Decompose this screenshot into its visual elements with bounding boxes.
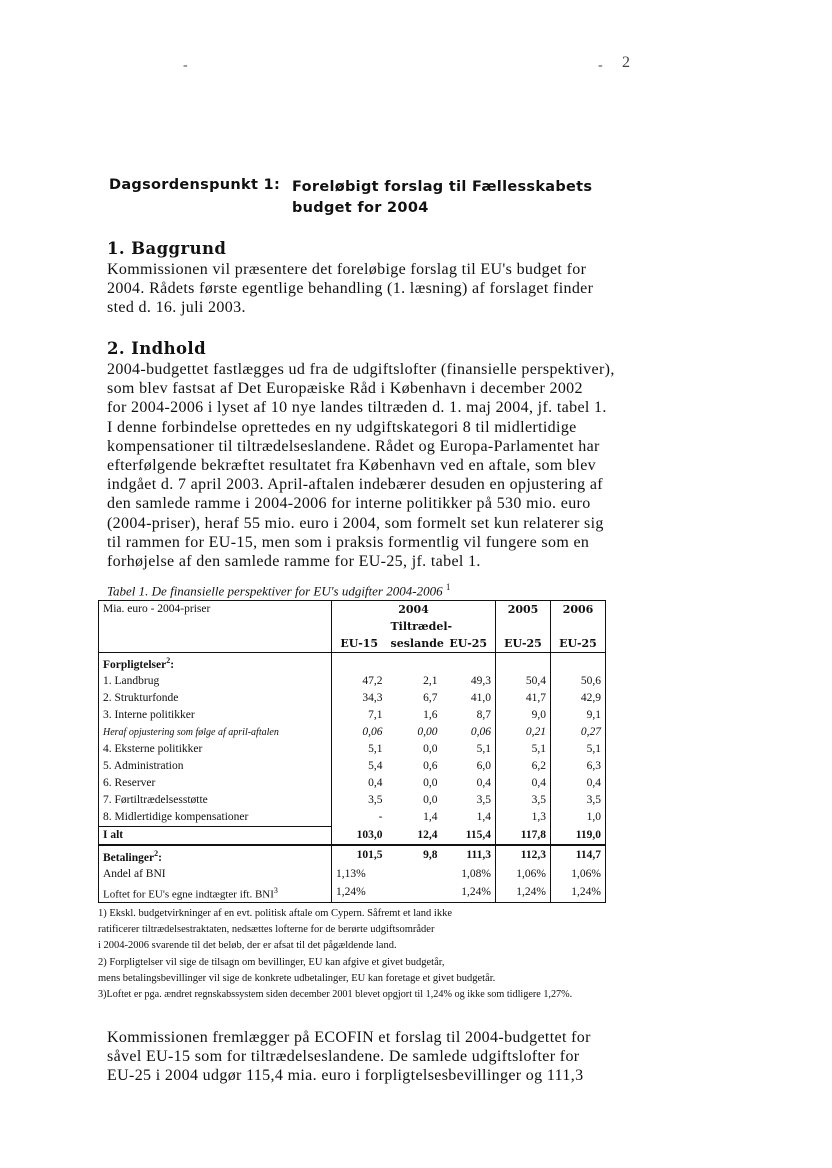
cell-value: 42,9 (551, 690, 606, 707)
text-line: efterfølgende bekræftet resultatet fra København ved en aftale, som blev (107, 457, 597, 475)
payments-suffix: : (158, 851, 162, 864)
ceiling-text: Loftet for EU's egne indtægter ift. BNI (103, 888, 274, 901)
header-eu25-2004: EU-25 (442, 635, 496, 653)
footnote-line: ratificerer tiltrædelsestraktaten, nedsættes lofterne for de berørte udgiftsområder (98, 924, 435, 936)
row-label: 6. Reserver (99, 775, 332, 792)
cell-value: 117,8 (496, 826, 551, 845)
cell-value: 112,3 (496, 845, 551, 866)
payments-label (99, 845, 332, 866)
cell-value: 0,27 (551, 724, 606, 741)
text-line: til rammen for EU-15, men som i praksis formentlig vil fungere som en (107, 533, 590, 551)
cell-value: 6,0 (442, 758, 496, 775)
cell-value: 114,7 (551, 845, 606, 866)
cell-value: 12,4 (417, 828, 438, 841)
cell-value: 0,4 (368, 776, 383, 789)
header-seslande: seslande (387, 635, 442, 653)
text-line: 2004. Rådets første egentlige behandling (1. læsning) af forslaget finder (107, 280, 594, 298)
text-line: I denne forbindelse oprettedes en ny udgiftskategori 8 til midlertidige (107, 418, 577, 436)
commitments-footnote-ref: 2 (166, 656, 171, 665)
row-label (99, 883, 332, 903)
footnote-line: i 2004-2006 svarende til det beløb, der er afsat til det pågældende land. (98, 940, 397, 952)
commitments-suffix: : (170, 658, 175, 671)
table-row (99, 792, 606, 809)
text-line: kompensationer til tiltrædelseslandene. Rådet og Europa-Parlamentet har (107, 437, 600, 455)
cell-value: 103,0 (356, 828, 383, 841)
cell-value: 1,24% (332, 883, 387, 903)
header-eu15: EU-15 (332, 635, 387, 653)
cell-value: 111,3 (442, 845, 496, 866)
cell-value: 1,24% (551, 883, 606, 903)
row-label: Heraf opjustering som følge af april-aftalen (99, 724, 332, 741)
table-payments-row (99, 845, 606, 866)
table-row (99, 690, 606, 707)
cell-value: 1,13% (336, 867, 366, 880)
cell-value: - (378, 811, 383, 824)
cell-value: 5,1 (551, 741, 606, 758)
cell-value: 1,08% (442, 866, 496, 883)
cell-value: 8,7 (442, 707, 496, 724)
cell-value: 1,4 (442, 809, 496, 827)
cell-value: 6,3 (551, 758, 606, 775)
ceiling-footnote-ref: 3 (273, 885, 278, 895)
commitments-text: Forpligtelser (103, 658, 167, 671)
cell-value: 0,06 (442, 724, 496, 741)
table-row (99, 809, 606, 827)
cell-value: 9,1 (551, 707, 606, 724)
cell-value: 0,0 (423, 742, 438, 755)
cell-value: 0,06 (362, 725, 383, 738)
table-caption-footnote-ref: 1 (445, 582, 451, 592)
text-line: (2004-priser), heraf 55 mio. euro i 2004, som formelt set kun relaterer sig (107, 514, 604, 532)
text-line: den samlede ramme i 2004-2006 for interne politikker på 530 mio. euro (107, 495, 591, 513)
cell-value: 2,1 (423, 674, 438, 687)
cell-value: 50,6 (551, 673, 606, 690)
page-mark-dash-left: - (183, 58, 188, 73)
cell-value: 5,1 (368, 742, 383, 755)
table-row (99, 866, 606, 883)
text-line: Kommissionen fremlægger på ECOFIN et forslag til 2004-budgettet for (107, 1029, 591, 1046)
cell-value: 3,5 (496, 792, 551, 809)
cell-value: 119,0 (551, 826, 606, 845)
cell-value: 3,5 (368, 793, 383, 806)
payments-text: Betalinger (103, 851, 155, 864)
cell-value: 3,5 (551, 792, 606, 809)
cell-value: 50,4 (496, 673, 551, 690)
total-label: I alt (99, 826, 332, 845)
section-body-baggrund (107, 260, 627, 318)
table-row (99, 775, 606, 792)
cell-value: 0,21 (496, 724, 551, 741)
cell-value: 5,4 (368, 759, 383, 772)
cell-value: 9,8 (423, 849, 438, 862)
cell-value: 6,7 (423, 691, 438, 704)
table-section-row (99, 653, 606, 673)
table-caption-text: Tabel 1. De finansielle perspektiver for EU's udgifter 2004-2006 (107, 583, 443, 599)
text-line: som blev fastsat af Det Europæiske Råd i København i december 2002 (107, 380, 583, 398)
cell-value: 101,5 (356, 849, 383, 862)
header-year-2006: 2006 (551, 601, 606, 619)
table-header-row (99, 635, 606, 653)
cell-value: 1,06% (496, 866, 551, 883)
cell-value: 0,00 (417, 725, 438, 738)
agenda-title: Foreløbigt forslag til Fællesskabets budget for 2004 (292, 179, 593, 216)
text-line: indgået d. 7 april 2003. April-aftalen indebærer desuden en opjustering af (107, 476, 603, 494)
header-eu25-2005: EU-25 (496, 635, 551, 653)
cell-value: 0,6 (423, 759, 438, 772)
table-row (99, 741, 606, 758)
text-line: EU-25 i 2004 udgør 115,4 mia. euro i forpligtelsesbevillinger og 111,3 (107, 1067, 584, 1085)
row-label: 1. Landbrug (99, 673, 332, 690)
header-year-2005: 2005 (496, 601, 551, 619)
table-row (99, 883, 606, 903)
table-total-row (99, 826, 606, 845)
cell-value: 1,24% (496, 883, 551, 903)
page-mark-dash-right: - (598, 58, 603, 73)
table-caption (107, 582, 450, 599)
unit-label: Mia. euro - 2004-priser (99, 601, 332, 619)
row-label: 3. Interne politikker (99, 707, 332, 724)
table-footnotes (98, 906, 778, 1003)
cell-value: 0,4 (551, 775, 606, 792)
cell-value: 0,0 (423, 776, 438, 789)
row-label: 5. Administration (99, 758, 332, 775)
cell-value: 41,7 (496, 690, 551, 707)
cell-value: 1,6 (423, 708, 438, 721)
cell-value: 1,24% (442, 883, 496, 903)
section-heading-indhold: 2. Indhold (107, 339, 207, 358)
cell-value: 1,0 (551, 809, 606, 827)
financial-perspectives-table (98, 600, 606, 903)
cell-value: 115,4 (442, 826, 496, 845)
header-eu25-2006: EU-25 (551, 635, 606, 653)
cell-value: 3,5 (442, 792, 496, 809)
text-line: sted d. 16. juli 2003. (107, 299, 246, 317)
cell-value: 6,2 (496, 758, 551, 775)
table-header-row (99, 618, 606, 635)
cell-value (387, 883, 442, 903)
footnote-line: 2) Forpligtelser vil sige de tilsagn om bevillinger, EU kan afgive et givet budgetår, (98, 956, 445, 968)
text-line: for 2004-2006 i lyset af 10 nye landes tiltræden d. 1. maj 2004, jf. tabel 1. (107, 399, 607, 417)
cell-value: 34,3 (362, 691, 383, 704)
table-header-row (99, 601, 606, 619)
table-row (99, 707, 606, 724)
cell-value: 0,0 (423, 793, 438, 806)
cell-value: 49,3 (442, 673, 496, 690)
table-row (99, 724, 606, 741)
agenda-label: Dagsordenspunkt 1: (109, 177, 281, 193)
commitments-label (99, 653, 332, 673)
cell-value: 1,4 (423, 811, 438, 824)
row-label: 4. Eksterne politikker (99, 741, 332, 758)
header-year-2004: 2004 (332, 601, 496, 619)
closing-paragraph (107, 1028, 647, 1086)
cell-value: 5,1 (496, 741, 551, 758)
section-body-indhold (107, 360, 627, 571)
footnote-line: mens betalingsbevillinger vil sige de konkrete udbetalinger, EU kan foretage et givet budgetår. (98, 972, 496, 984)
cell-value: 5,1 (442, 741, 496, 758)
cell-value: 9,0 (496, 707, 551, 724)
payments-footnote-ref: 2 (154, 848, 159, 858)
text-line: såvel EU-15 som for tiltrædelseslandene. De samlede udgiftslofter for (107, 1048, 580, 1066)
header-tiltraedel: Tiltrædel- (390, 620, 453, 633)
table-row (99, 673, 606, 690)
table-row (99, 758, 606, 775)
cell-value: 1,3 (496, 809, 551, 827)
cell-value (387, 866, 442, 883)
text-line: Kommissionen vil præsentere det foreløbige forslag til EU's budget for (107, 261, 587, 278)
section-heading-baggrund: 1. Baggrund (107, 239, 227, 258)
row-label: 8. Midlertidige kompensationer (99, 809, 332, 827)
cell-value: 41,0 (442, 690, 496, 707)
cell-value: 0,4 (496, 775, 551, 792)
cell-value: 47,2 (362, 674, 383, 687)
cell-value: 7,1 (368, 708, 383, 721)
cell-value: 1,06% (551, 866, 606, 883)
row-label: 7. Førtiltrædelsesstøtte (99, 792, 332, 809)
cell-value: 0,4 (442, 775, 496, 792)
row-label: Andel af BNI (99, 866, 332, 883)
footnote-line: 3)Loftet er pga. ændret regnskabssystem siden december 2001 blevet opgjort til 1,24% og ikke som tidligere 1,27%. (98, 989, 573, 1001)
text-line: forhøjelse af den samlede ramme for EU-25, jf. tabel 1. (107, 553, 481, 571)
row-label: 2. Strukturfonde (99, 690, 332, 707)
text-line: 2004-budgettet fastlægges ud fra de udgiftslofter (finansielle perspektiver), (107, 361, 615, 378)
page-number: 2 (622, 54, 630, 71)
footnote-line: 1) Ekskl. budgetvirkninger af en evt. politisk aftale om Cypern. Såfremt et land ikke (98, 908, 452, 919)
